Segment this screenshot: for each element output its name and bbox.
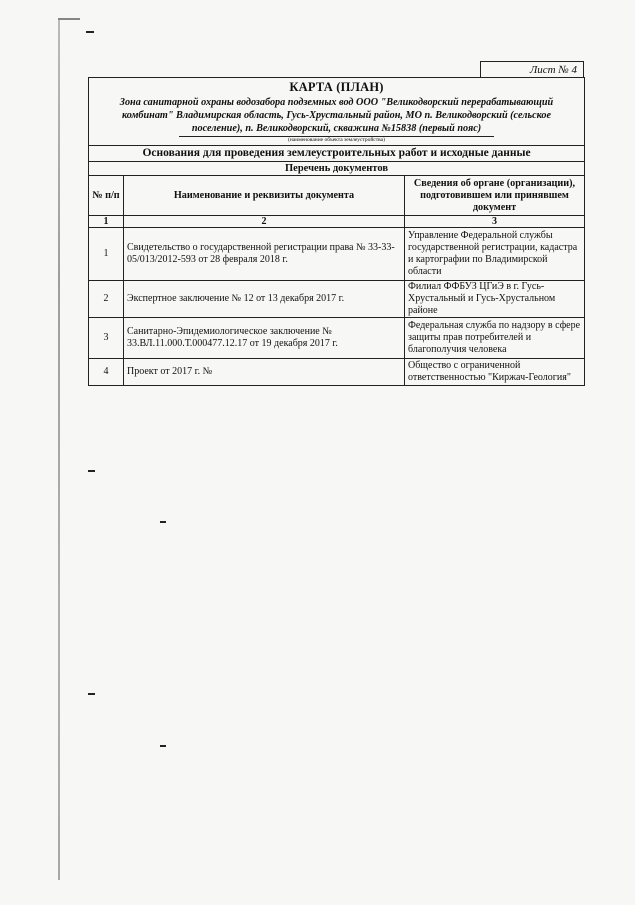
row-document: Экспертное заключение № 12 от 13 декабря 2017 г. — [124, 281, 405, 318]
table-row — [89, 228, 584, 281]
documents-table — [89, 175, 584, 385]
table-row — [89, 281, 584, 318]
row-document: Проект от 2017 г. № — [124, 359, 405, 385]
column-header-org: Сведения об органе (организации), подготовившем или принявшем документ — [405, 176, 585, 216]
row-organization: Филиал ФФБУЗ ЦГиЭ в г. Гусь-Хрустальный и Гусь-Хрустальном районе — [405, 281, 585, 318]
section-title: Основания для проведения землеустроительных работ и исходные данные — [89, 145, 584, 161]
scan-mark — [86, 31, 94, 33]
object-name-caption: (наименование объекта землеустройства) — [179, 136, 494, 145]
table-row — [89, 318, 584, 359]
scan-edge-top — [58, 18, 80, 20]
row-number: 1 — [89, 228, 124, 281]
row-number: 4 — [89, 359, 124, 385]
row-organization: Управление Федеральной службы государственной регистрации, кадастра и картографии по Владимирской области — [405, 228, 585, 281]
document-title: КАРТА (ПЛАН) — [289, 80, 384, 94]
column-number: 2 — [124, 216, 405, 228]
table-header-row — [89, 176, 584, 216]
column-header-num: № п/п — [89, 176, 124, 216]
scan-mark — [88, 470, 95, 472]
column-number-row — [89, 216, 584, 228]
row-number: 2 — [89, 281, 124, 318]
object-name: Зона санитарной охраны водозабора подземных вод ООО "Великодворский перерабатывающий комбинат" Владимирская область, Гусь-Хрустальный район, МО п. Великодворский (сельское поселение), п. Великодворский, скважина №15838 (первый пояс) — [119, 97, 554, 134]
scan-mark — [160, 521, 166, 523]
scan-mark — [160, 745, 166, 747]
column-header-doc: Наименование и реквизиты документа — [124, 176, 405, 216]
column-number: 3 — [405, 216, 585, 228]
scan-edge — [58, 20, 60, 880]
sheet-number: Лист № 4 — [480, 61, 584, 78]
row-number: 3 — [89, 318, 124, 359]
row-organization: Общество с ограниченной ответственностью "Киржач-Геология" — [405, 359, 585, 385]
document-form — [88, 77, 585, 386]
row-organization: Федеральная служба по надзору в сфере защиты прав потребителей и благополучия человека — [405, 318, 585, 359]
column-number: 1 — [89, 216, 124, 228]
row-document: Санитарно-Эпидемиологическое заключение № 33.ВЛ.11.000.Т.000477.12.17 от 19 декабря 2017 г. — [124, 318, 405, 359]
list-title: Перечень документов — [89, 161, 584, 175]
scan-mark — [88, 693, 95, 695]
row-document: Свидетельство о государственной регистрации права № 33-33-05/013/2012-593 от 28 февраля 2018 г. — [124, 228, 405, 281]
table-row — [89, 359, 584, 385]
